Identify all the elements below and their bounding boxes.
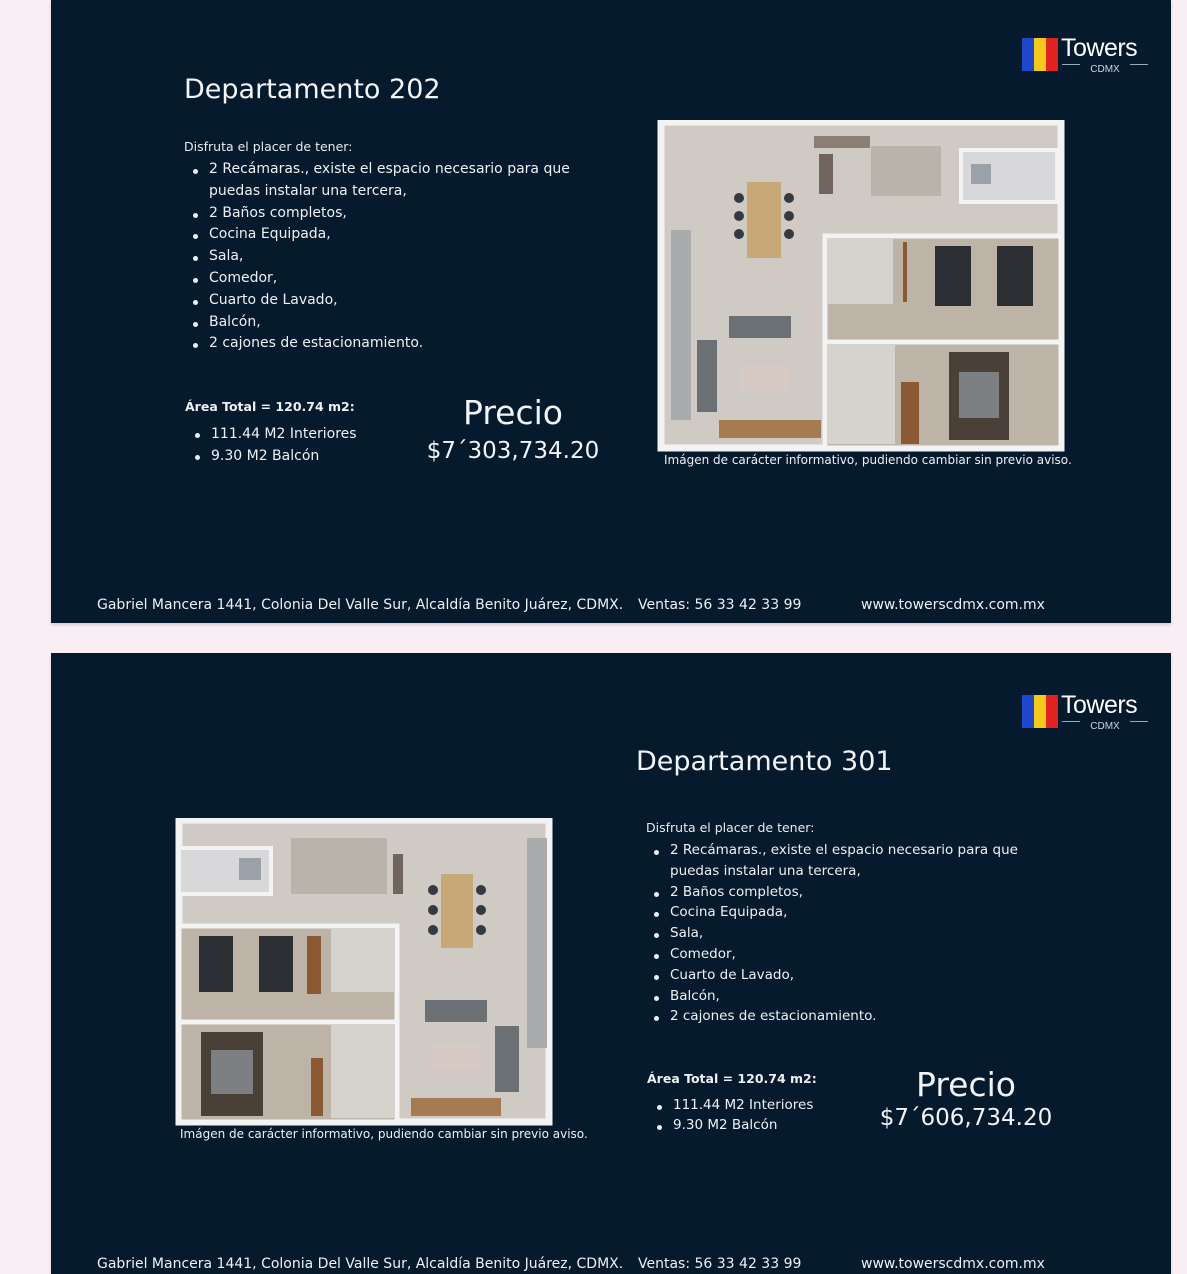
footer-sales-phone: Ventas: 56 33 42 33 99 xyxy=(638,597,802,613)
unit-title: Departamento 202 xyxy=(184,74,441,105)
area-item: 111.44 M2 Interiores xyxy=(647,1095,813,1115)
footer-website[interactable]: www.towerscdmx.com.mx xyxy=(861,1256,1045,1272)
towers-logo xyxy=(1022,36,1152,76)
feature-item: 2 cajones de estacionamiento. xyxy=(645,1006,1065,1027)
disclaimer: Imágen de carácter informativo, pudiendo cambiar sin previo aviso. xyxy=(664,453,1072,467)
feature-item: Cocina Equipada, xyxy=(645,902,1065,923)
price-value: $7´606,734.20 xyxy=(879,1105,1053,1131)
slide-departamento-301 xyxy=(51,653,1171,1274)
logo-red-stripe xyxy=(1046,38,1058,71)
logo-yellow-stripe xyxy=(1034,695,1046,728)
feature-item: Comedor, xyxy=(645,944,1065,965)
footer-sales-phone: Ventas: 56 33 42 33 99 xyxy=(638,1256,802,1272)
logo-blue-stripe xyxy=(1022,38,1034,71)
area-total: Área Total = 120.74 m2: xyxy=(185,399,355,414)
area-list xyxy=(647,1095,813,1135)
area-item: 111.44 M2 Interiores xyxy=(185,423,357,445)
floor-plan-image xyxy=(649,120,1065,452)
feature-item: Cuarto de Lavado, xyxy=(645,965,1065,986)
feature-item: Cocina Equipada, xyxy=(184,224,624,246)
feature-item: Cuarto de Lavado, xyxy=(184,290,624,312)
feature-item: Sala, xyxy=(184,246,624,268)
price-label: Precio xyxy=(916,1065,1016,1104)
floor-plan-image xyxy=(175,818,575,1128)
footer-website[interactable]: www.towerscdmx.com.mx xyxy=(861,597,1045,613)
feature-item: 2 Recámaras., existe el espacio necesario para que puedas instalar una tercera, xyxy=(645,840,1065,882)
feature-item: 2 Baños completos, xyxy=(645,882,1065,903)
features-intro: Disfruta el placer de tener: xyxy=(646,820,815,835)
logo-yellow-stripe xyxy=(1034,38,1046,71)
footer-address: Gabriel Mancera 1441, Colonia Del Valle Sur, Alcaldía Benito Juárez, CDMX. xyxy=(97,1256,624,1272)
logo-city: CDMX xyxy=(1080,64,1130,75)
price-value: $7´303,734.20 xyxy=(426,438,600,464)
feature-item: Comedor, xyxy=(184,268,624,290)
features-list xyxy=(645,840,1065,1027)
feature-item: 2 Baños completos, xyxy=(184,203,624,225)
logo-city: CDMX xyxy=(1080,721,1130,732)
slide-departamento-202 xyxy=(51,0,1171,623)
area-item: 9.30 M2 Balcón xyxy=(647,1115,813,1135)
footer-address: Gabriel Mancera 1441, Colonia Del Valle Sur, Alcaldía Benito Juárez, CDMX. xyxy=(97,597,624,613)
logo-brand: Towers xyxy=(1061,691,1138,719)
disclaimer: Imágen de carácter informativo, pudiendo cambiar sin previo aviso. xyxy=(180,1127,588,1141)
features-list xyxy=(184,159,624,355)
area-item: 9.30 M2 Balcón xyxy=(185,445,357,467)
feature-item: Balcón, xyxy=(184,312,624,334)
feature-item: Balcón, xyxy=(645,986,1065,1007)
area-total: Área Total = 120.74 m2: xyxy=(647,1071,817,1086)
area-list xyxy=(185,423,357,467)
feature-item: Sala, xyxy=(645,923,1065,944)
feature-item: 2 cajones de estacionamiento. xyxy=(184,333,624,355)
price-label: Precio xyxy=(463,393,563,432)
features-intro: Disfruta el placer de tener: xyxy=(184,139,353,154)
logo-brand: Towers xyxy=(1061,34,1138,62)
feature-item: 2 Recámaras., existe el espacio necesario para que puedas instalar una tercera, xyxy=(184,159,624,203)
towers-logo xyxy=(1022,693,1152,733)
logo-blue-stripe xyxy=(1022,695,1034,728)
unit-title: Departamento 301 xyxy=(636,746,893,777)
logo-red-stripe xyxy=(1046,695,1058,728)
